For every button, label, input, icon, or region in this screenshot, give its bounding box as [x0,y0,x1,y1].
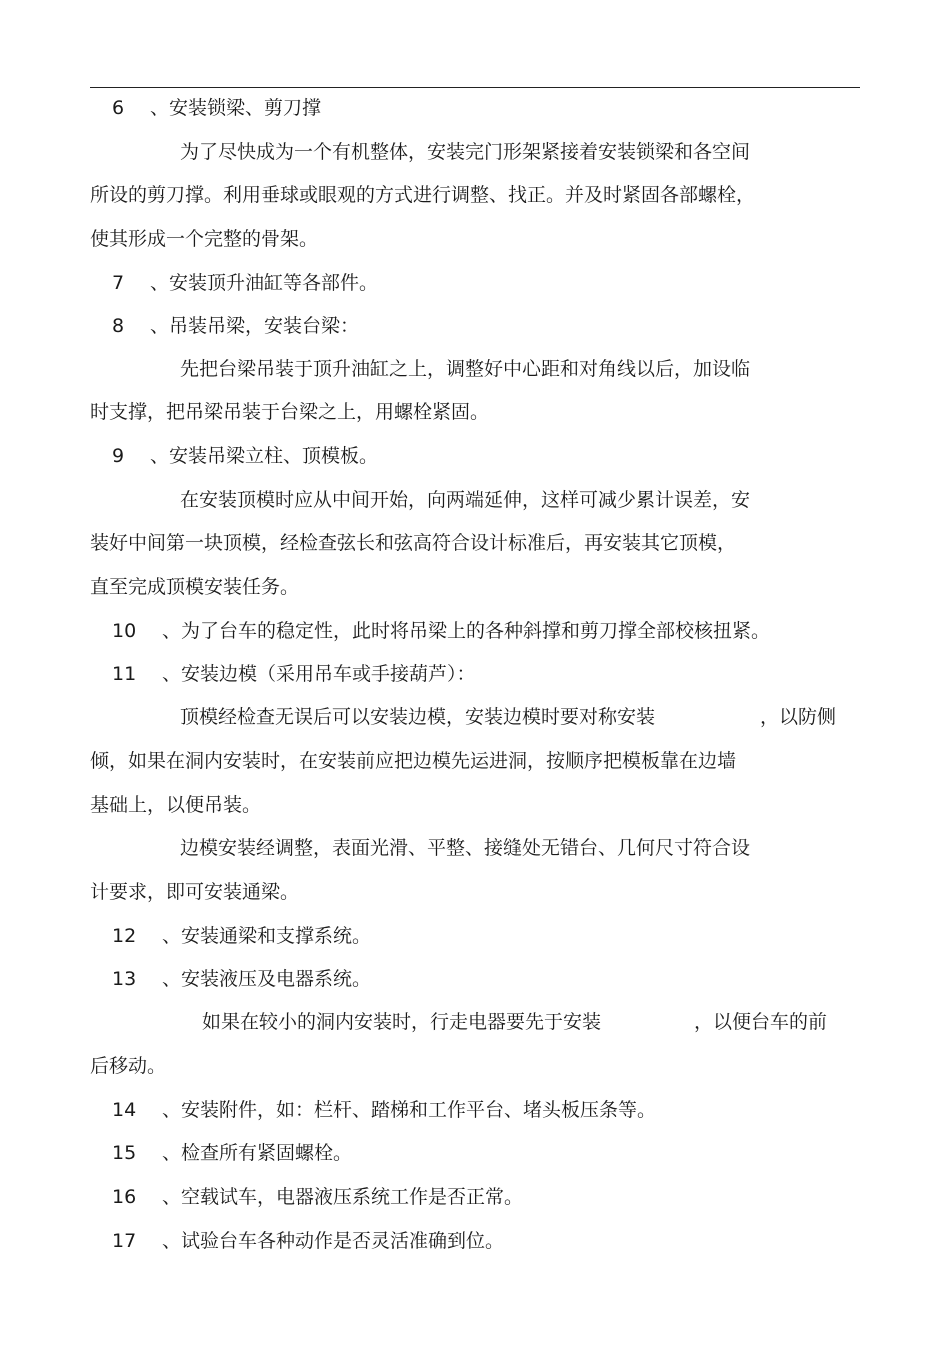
item-text: 、安装吊梁立柱、顶模板。 [150,445,379,467]
item-text: 、试验台车各种动作是否灵活准确到位。 [162,1230,505,1252]
item-number: 16 [112,1186,137,1208]
paragraph-line: 先把台梁吊装于顶升油缸之上，调整好中心距和对角线以后，加设临 [180,358,751,380]
paragraph-line: 使其形成一个完整的骨架。 [90,228,319,250]
list-item [112,619,770,643]
item-text: 、为了台车的稳定性，此时将吊梁上的各种斜撑和剪刀撑全部校核扭紧。 [162,620,771,642]
paragraph-line: 边模安装经调整，表面光滑、平整、接缝处无错台、几何尺寸符合设 [180,837,751,859]
list-item [112,1141,352,1165]
paragraph-line: ，以防侧 [760,706,837,728]
paragraph-line: 如果在较小的洞内安装时，行走电器要先于安装 [202,1011,602,1033]
list-item [112,1229,504,1253]
list-item [112,314,359,338]
item-text: 、安装锁梁、剪刀撑 [150,97,322,119]
paragraph-line: 基础上，以便吊装。 [90,794,262,816]
paragraph-line: 倾，如果在洞内安装时，在安装前应把边模先运进洞，按顺序把模板靠在边墙 [90,750,737,772]
item-number: 8 [112,315,125,337]
item-number: 7 [112,272,125,294]
list-item [112,271,378,295]
item-text: 、空载试车，电器液压系统工作是否正常。 [162,1186,524,1208]
item-text: 、吊装吊梁，安装台梁： [150,315,360,337]
list-item [112,924,371,948]
item-number: 10 [112,620,137,642]
item-number: 15 [112,1142,137,1164]
list-item [112,967,371,991]
paragraph-line: 在安装顶模时应从中间开始，向两端延伸，这样可减少累计误差，安 [180,489,751,511]
paragraph-line: 时支撑，把吊梁吊装于台梁之上，用螺栓紧固。 [90,401,490,423]
list-item [112,1185,523,1209]
item-number: 6 [112,97,125,119]
list-item [112,96,321,120]
item-text: 、安装顶升油缸等各部件。 [150,272,379,294]
list-item [112,444,378,468]
item-number: 14 [112,1099,137,1121]
paragraph-line: 计要求，即可安装通梁。 [90,881,300,903]
list-item [112,662,476,686]
paragraph-line: 直至完成顶模安装任务。 [90,576,300,598]
paragraph-line: 顶模经检查无误后可以安装边模，安装边模时要对称安装 [180,706,656,728]
item-text: 、安装边模（采用吊车或手接葫芦）： [162,663,476,685]
item-text: 、安装附件，如：栏杆、踏梯和工作平台、堵头板压条等。 [162,1099,657,1121]
paragraph-line: 为了尽快成为一个有机整体，安装完门形架紧接着安装锁梁和各空间 [180,141,751,163]
item-text: 、检查所有紧固螺栓。 [162,1142,353,1164]
item-number: 11 [112,663,137,685]
paragraph-line: 所设的剪刀撑。利用垂球或眼观的方式进行调整、找正。并及时紧固各部螺栓， [90,184,756,206]
item-number: 9 [112,445,125,467]
item-number: 17 [112,1230,137,1252]
item-text: 、安装液压及电器系统。 [162,968,372,990]
item-number: 12 [112,925,137,947]
item-text: 、安装通梁和支撑系统。 [162,925,372,947]
paragraph-line: 装好中间第一块顶模，经检查弦长和弦高符合设计标准后，再安装其它顶模， [90,532,737,554]
paragraph-line: 后移动。 [90,1055,167,1077]
paragraph-line: ，以便台车的前 [694,1011,828,1033]
list-item [112,1098,656,1122]
header-rule [90,87,860,88]
item-number: 13 [112,968,137,990]
